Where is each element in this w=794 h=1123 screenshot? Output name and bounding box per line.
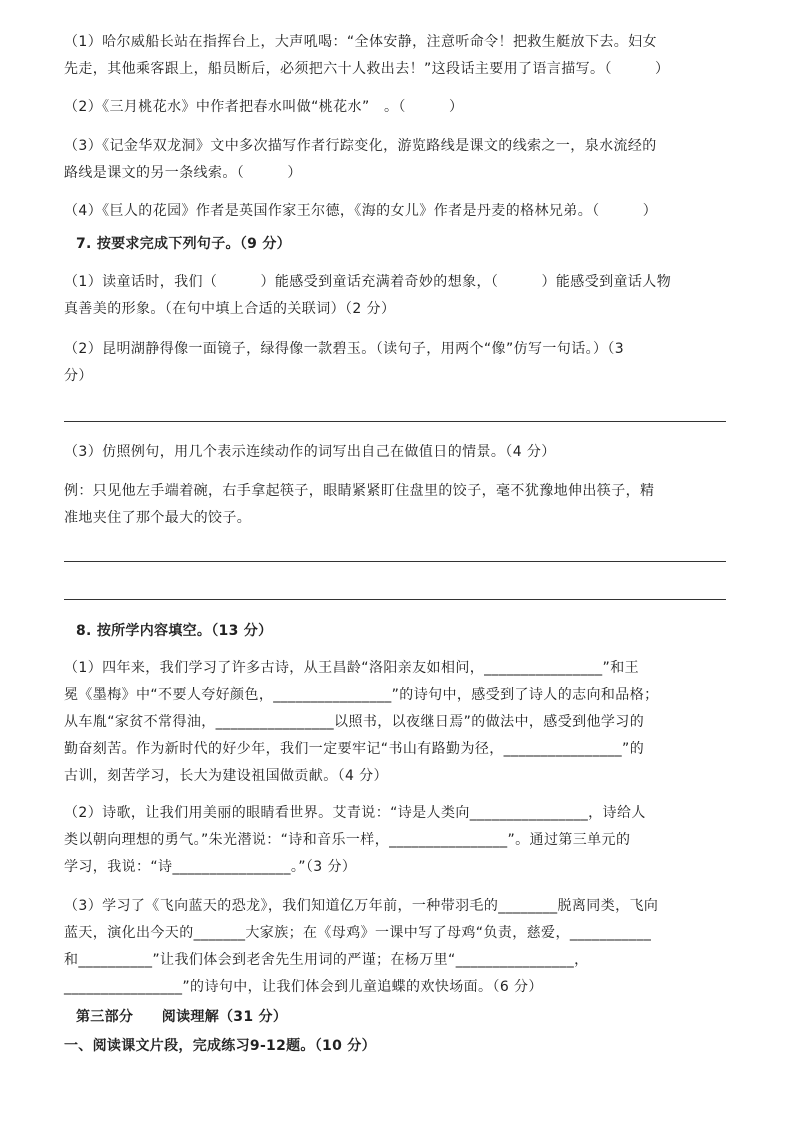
- text-line: 古训，刻苦学习，长大为建设祖国做贡献。（4 分）: [64, 768, 388, 784]
- text-line: 和__________”让我们体会到老舍先生用词的严谨；在杨万里“________________，: [64, 952, 589, 968]
- answer-line[interactable]: [64, 421, 726, 422]
- q6-item-1: [64, 29, 744, 83]
- text-line: （2）昆明湖静得像一面镜子，绿得像一款碧玉。（读句子，用两个“像”仿写一句话。）（3: [64, 341, 625, 357]
- q8-heading: 8. 按所学内容填空。（13 分）: [76, 623, 273, 639]
- text-line: 准地夹住了那个最大的饺子。: [64, 510, 252, 526]
- text-line: 分）: [64, 368, 93, 384]
- answer-line[interactable]: [64, 599, 726, 600]
- text-line: （3）仿照例句，用几个表示连续动作的词写出自己在做值日的情景。（4 分）: [64, 444, 556, 460]
- text-line: 例：只见他左手端着碗，右手拿起筷子，眼睛紧紧盯住盘里的饺子，毫不犹豫地伸出筷子，精: [64, 483, 655, 499]
- q6-item-4: [64, 198, 744, 225]
- text-line: （1）读童话时，我们（ ）能感受到童话充满着奇妙的想象，（ ）能感受到童话人物: [64, 274, 672, 290]
- text-line: 勤奋刻苦。作为新时代的好少年，我们一定要牢记“书山有路勤为径，________________”的: [64, 741, 645, 757]
- q8-item-1: [64, 655, 744, 790]
- q7-item-1: [64, 269, 744, 323]
- part3-heading: 第三部分 阅读理解（31 分）: [76, 1009, 288, 1025]
- text-line: 类以朝向理想的勇气。”朱光潜说：“诗和音乐一样，________________”。通过第三单元的: [64, 832, 631, 848]
- text-line: （1）哈尔威船长站在指挥台上，大声吼喝：“全体安静，注意听命令！把救生艇放下去。妇女: [64, 34, 657, 50]
- answer-line[interactable]: [64, 561, 726, 562]
- text-line: ________________”的诗句中，让我们体会到儿童追蝶的欢快场面。（6 分）: [64, 979, 543, 995]
- text-line: （2）诗歌，让我们用美丽的眼睛看世界。艾青说：“诗是人类向________________，诗给人: [64, 805, 646, 821]
- part3-subheading: 一、阅读课文片段，完成练习9-12题。（10 分）: [64, 1038, 376, 1054]
- q8-item-2: [64, 800, 744, 881]
- q6-item-2: [64, 94, 744, 121]
- text-line: （3）《记金华双龙洞》文中多次描写作者行踪变化，游览路线是课文的线索之一，泉水流经的: [64, 138, 657, 154]
- text-line: （4）《巨人的花园》作者是英国作家王尔德，《海的女儿》作者是丹麦的格林兄弟。（ ）: [64, 203, 658, 219]
- q7-example: [64, 478, 744, 532]
- text-line: 学习，我说：“诗________________。”（3 分）: [64, 859, 357, 875]
- text-line: 真善美的形象。（在句中填上合适的关联词）（2 分）: [64, 301, 396, 317]
- q7-item-2: [64, 336, 744, 390]
- q6-item-3: [64, 133, 744, 187]
- text-line: 路线是课文的另一条线索。（ ）: [64, 165, 302, 181]
- text-line: 先走，其他乘客跟上，船员断后，必须把六十人救出去！”这段话主要用了语言描写。（ ）: [64, 61, 670, 77]
- text-line: 冕《墨梅》中“不要人夸好颜色，________________”的诗句中，感受到了诗人的志向和品格；: [64, 687, 659, 703]
- text-line: （1）四年来，我们学习了许多古诗，从王昌龄“洛阳亲友如相问，________________”和王: [64, 660, 640, 676]
- q7-item-3: [64, 439, 744, 466]
- text-line: 从车胤“家贫不常得油，________________以照书，以夜继日焉”的做法中，感受到他学习的: [64, 714, 645, 730]
- text-line: 蓝天，演化出今天的_______大家族；在《母鸡》一课中写了母鸡“负责，慈爱，___________: [64, 925, 652, 941]
- q7-heading: 7. 按要求完成下列句子。（9 分）: [76, 236, 291, 252]
- text-line: （3）学习了《飞向蓝天的恐龙》，我们知道亿万年前，一种带羽毛的________脱离同类，飞向: [64, 898, 659, 914]
- q8-item-3: [64, 893, 744, 1001]
- text-line: （2）《三月桃花水》中作者把春水叫做“桃花水” 。（ ）: [64, 99, 464, 115]
